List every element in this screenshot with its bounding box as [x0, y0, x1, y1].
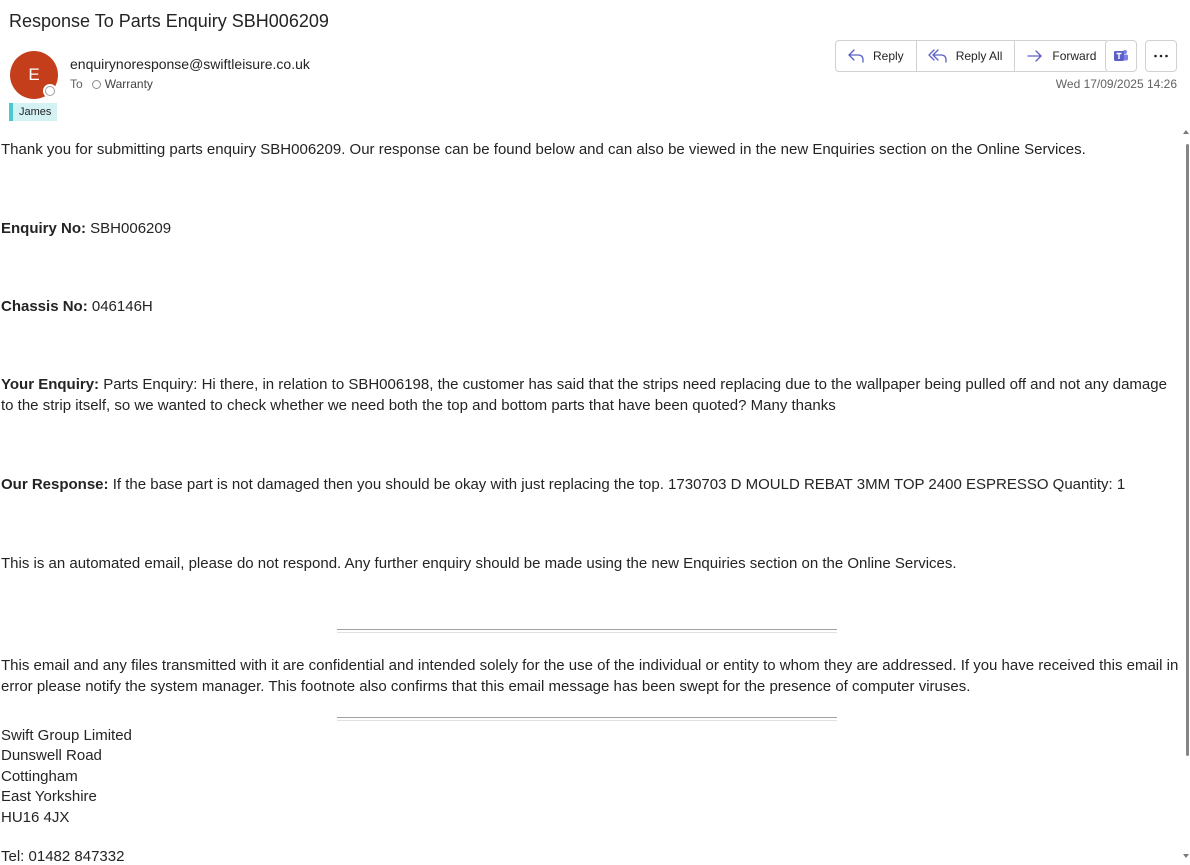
reply-button[interactable]	[836, 41, 917, 71]
enquiry-no-row	[1, 218, 171, 239]
scroll-up-arrow-icon[interactable]	[1183, 130, 1189, 134]
your-enquiry-label: Your Enquiry:	[1, 376, 100, 393]
automated-note: This is an automated email, please do not respond. Any further enquiry should be made using the new Enquiries section on the Online Services.	[1, 555, 957, 572]
recipient-status-icon	[92, 80, 101, 89]
to-label: To	[70, 77, 83, 91]
address-line-road: Dunswell Road	[1, 747, 102, 764]
teams-icon	[1113, 48, 1129, 64]
message-scrollbar[interactable]	[1182, 128, 1190, 862]
reply-label: Reply	[873, 49, 904, 63]
category-tag[interactable]: James	[9, 103, 57, 121]
telephone-line: Tel: 01482 847332	[1, 848, 125, 865]
teams-button[interactable]	[1105, 40, 1137, 72]
reply-icon	[847, 48, 865, 64]
recipients-row	[70, 77, 153, 91]
reply-all-button[interactable]	[917, 41, 1016, 71]
received-timestamp: Wed 17/09/2025 14:26	[1055, 77, 1177, 91]
reply-all-label: Reply All	[955, 49, 1003, 63]
forward-label: Forward	[1052, 49, 1097, 63]
chassis-no-label: Chassis No:	[1, 298, 88, 315]
separator-bottom	[337, 717, 837, 721]
our-response-paragraph	[1, 474, 1179, 495]
our-response-label: Our Response:	[1, 476, 109, 493]
message-actions	[835, 40, 1109, 72]
forward-icon	[1026, 48, 1044, 64]
email-subject: Response To Parts Enquiry SBH006209	[9, 11, 329, 31]
sender-address[interactable]: enquirynoresponse@swiftleisure.co.uk	[70, 56, 310, 72]
more-options-icon	[1153, 54, 1169, 58]
address-line-county: East Yorkshire	[1, 788, 97, 805]
recipient-name[interactable]: Warranty	[104, 77, 153, 91]
intro-paragraph: Thank you for submitting parts enquiry SBH006209. Our response can be found below and can also be viewed in the new Enquiries section on the Online Services.	[1, 141, 1086, 158]
separator-top	[337, 629, 837, 633]
scroll-down-arrow-icon[interactable]	[1183, 854, 1189, 858]
your-enquiry-text: Parts Enquiry: Hi there, in relation to SBH006198, the customer has said that the strips need replacing due to the wallpaper being pulled off and not any damage to the strip itself, so we wanted to check whether we need both the top and bottom parts that have been quoted? Many thanks	[1, 376, 1167, 414]
enquiry-no-label: Enquiry No:	[1, 220, 86, 237]
scroll-thumb[interactable]	[1186, 144, 1189, 756]
enquiry-no-value: SBH006209	[86, 220, 172, 237]
avatar-letter: E	[28, 65, 40, 84]
disclaimer-paragraph: This email and any files transmitted with it are confidential and intended solely for the use of the individual or entity to whom they are addressed. If you have received this email in error please notify the system manager. This footnote also confirms that this email message has been swept for the presence of computer viruses.	[1, 657, 1179, 695]
chassis-no-row	[1, 296, 153, 317]
our-response-text: If the base part is not damaged then you should be okay with just replacing the top. 1730703 D MOULD REBAT 3MM TOP 2400 ESPRESSO Quantity: 1	[108, 476, 1126, 493]
address-line-postcode: HU16 4JX	[1, 809, 70, 826]
reply-all-icon	[928, 48, 948, 64]
more-options-button[interactable]	[1145, 40, 1177, 72]
chassis-no-value: 046146H	[87, 298, 153, 315]
address-line-town: Cottingham	[1, 768, 78, 785]
forward-button[interactable]	[1015, 41, 1108, 71]
your-enquiry-paragraph	[1, 374, 1179, 416]
address-line-company: Swift Group Limited	[1, 727, 132, 744]
presence-status-icon	[45, 86, 55, 96]
